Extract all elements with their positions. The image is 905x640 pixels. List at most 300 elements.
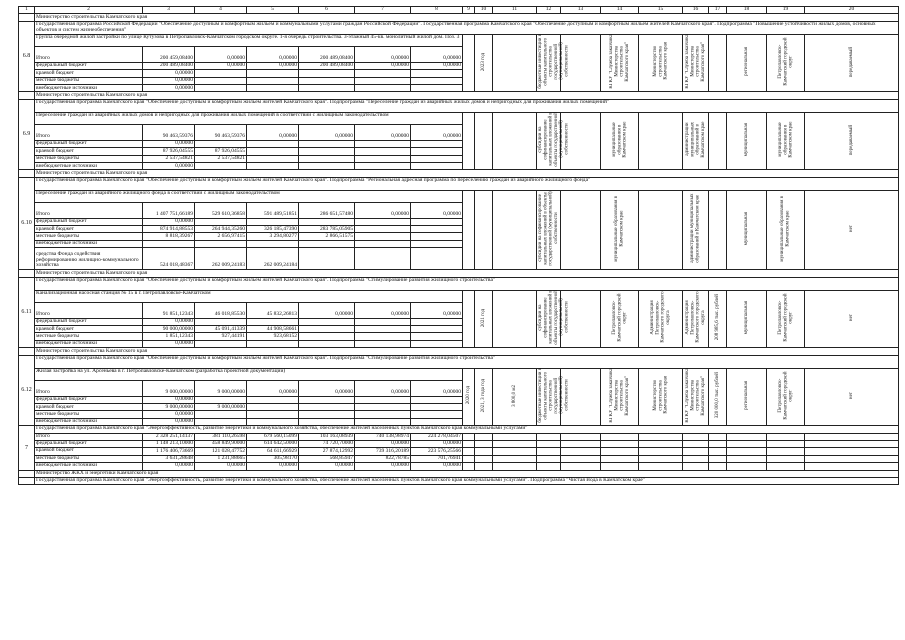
empty-cell bbox=[601, 463, 639, 470]
empty-cell bbox=[805, 463, 899, 470]
amount-cell: 0,00000 bbox=[143, 411, 195, 418]
empty-cell bbox=[475, 448, 493, 455]
vertical-attribute bbox=[727, 34, 767, 92]
column-number: 10 bbox=[475, 7, 493, 14]
object-row bbox=[19, 290, 899, 302]
amount-cell: 90 463,59376 bbox=[195, 124, 247, 140]
empty-cell bbox=[805, 448, 899, 455]
amount-cell: 458 849,90000 bbox=[195, 440, 247, 447]
amount-cell: 0,00000 bbox=[143, 77, 195, 84]
vertical-attribute bbox=[463, 190, 475, 270]
amount-cell: 0,00000 bbox=[195, 46, 247, 62]
section-index: 6.8 bbox=[19, 21, 35, 92]
vertical-attribute bbox=[727, 290, 767, 348]
amount-cell: 121 028,47752 bbox=[195, 448, 247, 455]
program-row bbox=[19, 426, 899, 433]
vertical-attribute bbox=[601, 190, 639, 270]
empty-cell bbox=[767, 463, 805, 470]
amount-cell: 3 631,28648 bbox=[143, 455, 195, 462]
vertical-attribute-text: муниципальные образования в Камчатском крае bbox=[777, 121, 794, 158]
amount-cell: 0,00000 bbox=[355, 380, 411, 396]
vertical-attribute bbox=[709, 112, 727, 170]
section-index: 6.10 bbox=[19, 177, 35, 270]
ministry-name: Министерство строительства Камчатского края bbox=[35, 348, 899, 355]
empty-cell bbox=[709, 440, 727, 447]
vertical-attribute bbox=[639, 190, 683, 270]
funding-source: внебюджетные источники bbox=[35, 162, 143, 169]
amount-cell bbox=[195, 140, 247, 147]
vertical-attribute bbox=[601, 34, 639, 92]
empty-cell bbox=[767, 455, 805, 462]
empty-cell bbox=[683, 463, 709, 470]
vertical-attribute-text: КГКУ "Служба заказчика Министерства строительства Камчатского края" bbox=[685, 34, 706, 89]
amount-cell bbox=[195, 84, 247, 91]
amount-cell bbox=[299, 218, 355, 225]
program-row bbox=[19, 477, 899, 484]
amount-cell: 9 000,00000 bbox=[195, 380, 247, 396]
program-name: Государственная программа Камчатского края "Обеспечение доступным и комфортным жильем жителей Камчатского края". Подпрограмма "Переселение граждан из аварийных жилых домов и непригодных для проживания жилых помещений" bbox=[35, 99, 899, 112]
amount-cell: 739 316,20189 bbox=[355, 448, 411, 455]
empty-cell bbox=[475, 440, 493, 447]
index-cell bbox=[19, 348, 35, 355]
program-row bbox=[19, 177, 899, 190]
section-index: 6.9 bbox=[19, 99, 35, 170]
funding-source: внебюджетные источники bbox=[35, 418, 143, 425]
ministry-name: Министерство строительства Камчатского края bbox=[35, 270, 899, 277]
amount-cell: 0,00000 bbox=[143, 318, 195, 325]
index-cell bbox=[19, 92, 35, 99]
amount-cell: 381 110,26598 bbox=[195, 433, 247, 440]
amount-cell: 0,00000 bbox=[195, 62, 247, 69]
amount-cell: 2 656,97415 bbox=[195, 233, 247, 240]
amount-cell bbox=[247, 140, 299, 147]
empty-cell bbox=[463, 433, 475, 440]
amount-cell bbox=[411, 70, 463, 77]
amount-cell bbox=[247, 162, 299, 169]
amount-cell: 0,00000 bbox=[143, 463, 195, 470]
amount-cell: 0,00000 bbox=[247, 46, 299, 62]
funding-source: краевой бюджет bbox=[35, 148, 143, 155]
amount-cell bbox=[299, 411, 355, 418]
amount-cell: 326 185,47390 bbox=[247, 226, 299, 233]
vertical-attribute-text: субсидии на софинансирование капитальных вложений в объекты государственной (муниципальной) собственности bbox=[538, 290, 570, 345]
amount-cell bbox=[411, 248, 463, 270]
program-row bbox=[19, 21, 899, 34]
vertical-attribute-text: Петропавловск-Камчатский городской округ bbox=[777, 371, 794, 420]
amount-cell bbox=[195, 77, 247, 84]
amount-cell bbox=[411, 340, 463, 347]
vertical-attribute-text: КГКУ "Служба заказчика Министерства строительства Камчатского края" bbox=[609, 34, 630, 89]
program-name: Государственная программа Камчатского края "Энергоэффективность, развитие энергетики и коммунального хозяйства, обеспечение жителей населенных пунктов Камчатского края коммунальными услугами" bbox=[35, 426, 899, 433]
amount-cell: 3 294,80277 bbox=[247, 233, 299, 240]
column-number: 16 bbox=[683, 7, 709, 14]
funding-source: местные бюджеты bbox=[35, 333, 143, 340]
vertical-attribute bbox=[561, 190, 601, 270]
vertical-attribute-text: Петропавловск-Камчатский городской округ bbox=[611, 293, 628, 342]
program-row bbox=[19, 99, 899, 112]
amount-cell bbox=[247, 155, 299, 162]
amount-cell: 529 610,36858 bbox=[195, 202, 247, 218]
object-name: Переселение граждан из аварийного жилищного фонда в соответствии с жилищным законодательством bbox=[35, 190, 463, 202]
vertical-attribute-text: Администрация Петропавловск-Камчатского городского округа bbox=[650, 291, 671, 344]
funding-source: внебюджетные источники bbox=[35, 84, 143, 91]
vertical-attribute-text: муниципальные образования в Камчатском крае bbox=[614, 195, 625, 262]
amount-cell: 679 560,15099 bbox=[247, 433, 299, 440]
vertical-attribute-text: 2020 год bbox=[465, 386, 471, 405]
empty-cell bbox=[727, 448, 767, 455]
section-index: 6.11 bbox=[19, 277, 35, 348]
empty-cell bbox=[463, 463, 475, 470]
column-number: 18 bbox=[727, 7, 767, 14]
vertical-attribute bbox=[683, 368, 709, 426]
empty-cell bbox=[537, 448, 561, 455]
empty-cell bbox=[709, 448, 727, 455]
amount-cell: 90 000,00000 bbox=[143, 326, 195, 333]
empty-cell bbox=[601, 440, 639, 447]
vertical-attribute-text: администрации муниципальных образований в Камчатском крае bbox=[685, 121, 706, 158]
amount-cell bbox=[299, 403, 355, 410]
column-number: 5 bbox=[247, 7, 299, 14]
vertical-attribute-text: Администрация Петропавловск-Камчатского городского округа bbox=[685, 291, 706, 344]
empty-cell bbox=[601, 433, 639, 440]
funding-source: Итого bbox=[35, 380, 143, 396]
vertical-attribute-text: 2021, 3 года год bbox=[480, 378, 486, 413]
empty-cell bbox=[727, 433, 767, 440]
vertical-attribute bbox=[805, 190, 899, 270]
amount-cell bbox=[355, 318, 411, 325]
empty-cell bbox=[639, 455, 683, 462]
empty-cell bbox=[767, 448, 805, 455]
funding-source: местные бюджеты bbox=[35, 411, 143, 418]
vertical-attribute-text: 3 800,0 м2 bbox=[511, 384, 517, 407]
amount-cell: 2 537,54821 bbox=[143, 155, 195, 162]
amount-cell bbox=[195, 340, 247, 347]
column-number: 14 bbox=[601, 7, 639, 14]
amount-cell bbox=[411, 396, 463, 403]
vertical-attribute bbox=[537, 190, 561, 270]
column-number: 7 bbox=[355, 7, 411, 14]
empty-cell bbox=[493, 448, 537, 455]
amount-cell: 200 489,08400 bbox=[299, 46, 355, 62]
column-number: 3 bbox=[143, 7, 195, 14]
vertical-attribute-text: нет bbox=[848, 313, 854, 322]
object-row bbox=[19, 190, 899, 202]
index-cell bbox=[19, 170, 35, 177]
column-number: 11 bbox=[493, 7, 537, 14]
funding-source: федеральный бюджет bbox=[35, 318, 143, 325]
amount-cell bbox=[411, 162, 463, 169]
amount-cell: 614 642,50000 bbox=[247, 440, 299, 447]
vertical-attribute bbox=[463, 368, 475, 426]
vertical-attribute-text: КГКУ "Служба заказчика Министерства строительства Камчатского края" bbox=[609, 368, 630, 423]
amount-cell bbox=[411, 218, 463, 225]
funding-source: краевой бюджет bbox=[35, 403, 143, 410]
amount-cell bbox=[411, 148, 463, 155]
amount-cell bbox=[195, 218, 247, 225]
vertical-attribute-text: Петропавловск-Камчатский городской округ bbox=[777, 293, 794, 342]
amount-cell bbox=[299, 248, 355, 270]
empty-cell bbox=[709, 455, 727, 462]
vertical-attribute bbox=[805, 34, 899, 92]
empty-cell bbox=[537, 463, 561, 470]
amount-cell: 45 832,26813 bbox=[247, 302, 299, 318]
vertical-attribute-text: администрации муниципальных образований в Камчатском крае bbox=[690, 194, 701, 264]
amount-cell: 0,00000 bbox=[411, 440, 463, 447]
amount-cell bbox=[299, 84, 355, 91]
empty-cell bbox=[493, 463, 537, 470]
vertical-attribute bbox=[709, 190, 727, 270]
column-number: 2 bbox=[35, 7, 143, 14]
amount-cell bbox=[299, 70, 355, 77]
funding-source: Итого bbox=[35, 124, 143, 140]
amount-cell bbox=[411, 140, 463, 147]
amount-cell: 1 851,12343 bbox=[143, 333, 195, 340]
empty-cell bbox=[463, 448, 475, 455]
vertical-attribute-text: бюджетные инвестиции в объекты капитального строительства государственной (муниципальной) собственности bbox=[538, 368, 570, 423]
amount-cell: 0,00000 bbox=[143, 340, 195, 347]
amount-cell bbox=[355, 226, 411, 233]
ministry-name: Министерство строительства Камчатского края bbox=[35, 92, 899, 99]
empty-cell bbox=[683, 448, 709, 455]
empty-cell bbox=[683, 455, 709, 462]
amount-cell bbox=[247, 411, 299, 418]
vertical-attribute bbox=[537, 290, 570, 348]
amount-cell bbox=[247, 318, 299, 325]
amount-cell: 0,00000 bbox=[355, 124, 411, 140]
amount-cell bbox=[355, 403, 411, 410]
object-name: Группа очередной жилой застройки по улице Кутузова в Петропавловск-Камчатском городском округе. 1-я очередь строительства. 3-этажный 45-кв. монолитный жилой дом. Поз. 3 bbox=[35, 34, 463, 46]
empty-cell bbox=[767, 433, 805, 440]
amount-cell: 0,00000 bbox=[355, 302, 411, 318]
amount-cell: 0,00000 bbox=[411, 463, 463, 470]
vertical-attribute bbox=[493, 368, 537, 426]
amount-cell bbox=[355, 411, 411, 418]
program-row bbox=[19, 277, 899, 290]
amount-cell bbox=[411, 77, 463, 84]
index-cell bbox=[19, 270, 35, 277]
vertical-attribute bbox=[767, 290, 805, 348]
amount-cell: 591 489,51851 bbox=[247, 202, 299, 218]
amount-cell bbox=[355, 70, 411, 77]
amount-cell bbox=[355, 84, 411, 91]
amount-cell: 223 576,25566 bbox=[411, 448, 463, 455]
amount-cell: 0,00000 bbox=[143, 70, 195, 77]
amount-cell bbox=[195, 70, 247, 77]
vertical-attribute bbox=[537, 368, 570, 426]
amount-cell: 8 818,39267 bbox=[143, 233, 195, 240]
amount-cell: 1 176 406,73669 bbox=[143, 448, 195, 455]
amount-cell bbox=[195, 396, 247, 403]
vertical-attribute-text: муниципальная bbox=[743, 211, 749, 246]
empty-cell bbox=[561, 463, 601, 470]
amount-cell: 9 000,00000 bbox=[195, 403, 247, 410]
amount-cell bbox=[411, 226, 463, 233]
amount-cell: 0,00000 bbox=[355, 46, 411, 62]
amount-cell bbox=[247, 70, 299, 77]
section-index: 7 bbox=[19, 426, 35, 470]
amount-cell: 283 785,05905 bbox=[299, 226, 355, 233]
column-number: 4 bbox=[195, 7, 247, 14]
amount-cell: 0,00000 bbox=[355, 62, 411, 69]
amount-cell bbox=[355, 77, 411, 84]
empty-cell bbox=[639, 463, 683, 470]
funding-source: внебюджетные источники bbox=[35, 463, 143, 470]
vertical-attribute bbox=[475, 34, 493, 92]
empty-cell bbox=[601, 448, 639, 455]
amount-cell bbox=[143, 240, 195, 247]
amount-cell: 0,00000 bbox=[411, 62, 463, 69]
funding-row bbox=[19, 463, 899, 470]
header-row bbox=[19, 7, 899, 14]
column-number: 13 bbox=[561, 7, 601, 14]
program-row bbox=[19, 355, 899, 368]
empty-cell bbox=[683, 433, 709, 440]
amount-cell bbox=[355, 218, 411, 225]
vertical-attribute bbox=[475, 290, 493, 348]
object-row bbox=[19, 368, 899, 380]
empty-cell bbox=[601, 455, 639, 462]
ministry-name: Министерство строительства Камчатского края bbox=[35, 14, 899, 21]
empty-cell bbox=[475, 463, 493, 470]
amount-cell bbox=[299, 318, 355, 325]
funding-source: местные бюджеты bbox=[35, 455, 143, 462]
funding-source: федеральный бюджет bbox=[35, 396, 143, 403]
amount-cell bbox=[247, 218, 299, 225]
vertical-attribute bbox=[493, 34, 537, 92]
empty-cell bbox=[475, 433, 493, 440]
amount-cell: 0,00000 bbox=[143, 84, 195, 91]
index-cell bbox=[19, 14, 35, 21]
amount-cell bbox=[355, 396, 411, 403]
vertical-attribute-text: нет bbox=[848, 391, 854, 400]
amount-cell bbox=[247, 77, 299, 84]
amount-cell bbox=[195, 162, 247, 169]
funding-source: федеральный бюджет bbox=[35, 218, 143, 225]
vertical-attribute bbox=[767, 34, 805, 92]
object-row bbox=[19, 34, 899, 46]
object-name: Переселение граждан из аварийных жилых домов и непригодных для проживания жилых помещений в соответствии с жилищным законодательством bbox=[35, 112, 463, 124]
empty-cell bbox=[537, 440, 561, 447]
object-name: Канализационная насосная станция № 15 в г. Петропавловске-Камчатском bbox=[35, 290, 463, 302]
program-name: Государственная программа Камчатского края "Обеспечение доступным и комфортным жильем жителей Камчатского края". Подпрограмма "Стимулирование развития жилищного строительства" bbox=[35, 277, 899, 290]
amount-cell: 0,00000 bbox=[411, 380, 463, 396]
empty-cell bbox=[475, 455, 493, 462]
vertical-attribute-text: 2021 год bbox=[480, 308, 486, 327]
column-number: 12 bbox=[537, 7, 561, 14]
column-number: 17 bbox=[709, 7, 727, 14]
amount-cell: 27 874,12992 bbox=[299, 448, 355, 455]
amount-cell: 0,00000 bbox=[247, 380, 299, 396]
amount-cell bbox=[299, 148, 355, 155]
empty-cell bbox=[709, 463, 727, 470]
amount-cell bbox=[247, 396, 299, 403]
amount-cell: 200 489,08400 bbox=[299, 62, 355, 69]
vertical-attribute bbox=[767, 368, 805, 426]
vertical-attribute-text: муниципальные образования в Камчатском крае bbox=[611, 121, 628, 158]
amount-cell: 0,00000 bbox=[247, 62, 299, 69]
vertical-attribute bbox=[639, 34, 683, 92]
empty-cell bbox=[727, 463, 767, 470]
amount-cell: 0,00000 bbox=[411, 202, 463, 218]
column-number: 1 bbox=[19, 7, 35, 14]
investment-table bbox=[18, 6, 899, 485]
program-name: Государственная программа Камчатского края "Обеспечение доступным и комфортным жильем жителей Камчатского края". Подпрограмма "Стимулирование развития жилищного строительства" bbox=[35, 355, 899, 368]
amount-cell bbox=[411, 403, 463, 410]
vertical-attribute bbox=[475, 112, 493, 170]
amount-cell: 87 926,04555 bbox=[143, 148, 195, 155]
ministry-name: Министерство ЖКХ и энергетики Камчатского края bbox=[35, 470, 899, 477]
object-row bbox=[19, 112, 899, 124]
vertical-attribute-text: муниципальные образования в Камчатском крае bbox=[780, 195, 791, 262]
column-number: 20 bbox=[805, 7, 899, 14]
vertical-attribute bbox=[601, 368, 639, 426]
vertical-attribute bbox=[683, 112, 709, 170]
vertical-attribute-text: 2023 год bbox=[480, 52, 486, 71]
section-index: 6.12 bbox=[19, 355, 35, 426]
amount-cell bbox=[411, 326, 463, 333]
amount-cell bbox=[355, 333, 411, 340]
empty-cell bbox=[639, 433, 683, 440]
empty-cell bbox=[683, 440, 709, 447]
amount-cell: 1 407 751,66189 bbox=[143, 202, 195, 218]
amount-cell: 0,00000 bbox=[247, 124, 299, 140]
amount-cell bbox=[299, 333, 355, 340]
amount-cell: 74 720,70000 bbox=[299, 440, 355, 447]
amount-cell bbox=[411, 84, 463, 91]
amount-cell: 0,00000 bbox=[411, 124, 463, 140]
vertical-attribute bbox=[709, 368, 727, 426]
amount-cell: 0,00000 bbox=[411, 302, 463, 318]
vertical-attribute bbox=[463, 34, 475, 92]
vertical-attribute bbox=[727, 190, 767, 270]
amount-cell bbox=[355, 248, 411, 270]
amount-cell: 0,00000 bbox=[299, 124, 355, 140]
amount-cell: 2 537,54821 bbox=[195, 155, 247, 162]
amount-cell: 2 866,51575 bbox=[299, 233, 355, 240]
amount-cell: 524 018,48367 bbox=[143, 248, 195, 270]
column-number: 19 bbox=[767, 7, 805, 14]
empty-cell bbox=[463, 440, 475, 447]
vertical-attribute bbox=[463, 290, 475, 348]
funding-source: Итого bbox=[35, 302, 143, 318]
amount-cell: 740 138,98974 bbox=[355, 433, 411, 440]
funding-row bbox=[19, 440, 899, 447]
vertical-attribute bbox=[639, 112, 683, 170]
program-name: Государственная программа Камчатского края "Обеспечение доступным и комфортным жильем жителей Камчатского края". Подпрограмма "Региональная адресная программа по переселению граждан из аварийного жилищного фонда" bbox=[35, 177, 899, 190]
amount-cell: 200 489,08400 bbox=[143, 62, 195, 69]
empty-cell bbox=[561, 448, 601, 455]
vertical-attribute-text: Министерство строительства Камчатского края bbox=[652, 376, 669, 415]
funding-source: краевой бюджет bbox=[35, 326, 143, 333]
amount-cell bbox=[247, 403, 299, 410]
vertical-attribute-text: региональная bbox=[743, 381, 749, 410]
empty-cell bbox=[709, 433, 727, 440]
empty-cell bbox=[493, 433, 537, 440]
funding-source: внебюджетные источники bbox=[35, 240, 143, 247]
amount-cell: 9 000,00000 bbox=[143, 380, 195, 396]
amount-cell: 0,00000 bbox=[143, 162, 195, 169]
amount-cell bbox=[355, 233, 411, 240]
empty-cell bbox=[493, 455, 537, 462]
amount-cell: 200 459,08400 bbox=[143, 46, 195, 62]
vertical-attribute-text: субсидии на софинансирование капитальных вложений в объекты государственной (муниципальной) собственности bbox=[538, 112, 570, 167]
amount-cell bbox=[355, 148, 411, 155]
amount-cell bbox=[355, 155, 411, 162]
funding-source: краевой бюджет bbox=[35, 448, 143, 455]
vertical-attribute bbox=[475, 368, 493, 426]
vertical-attribute bbox=[805, 368, 899, 426]
empty-cell bbox=[463, 455, 475, 462]
